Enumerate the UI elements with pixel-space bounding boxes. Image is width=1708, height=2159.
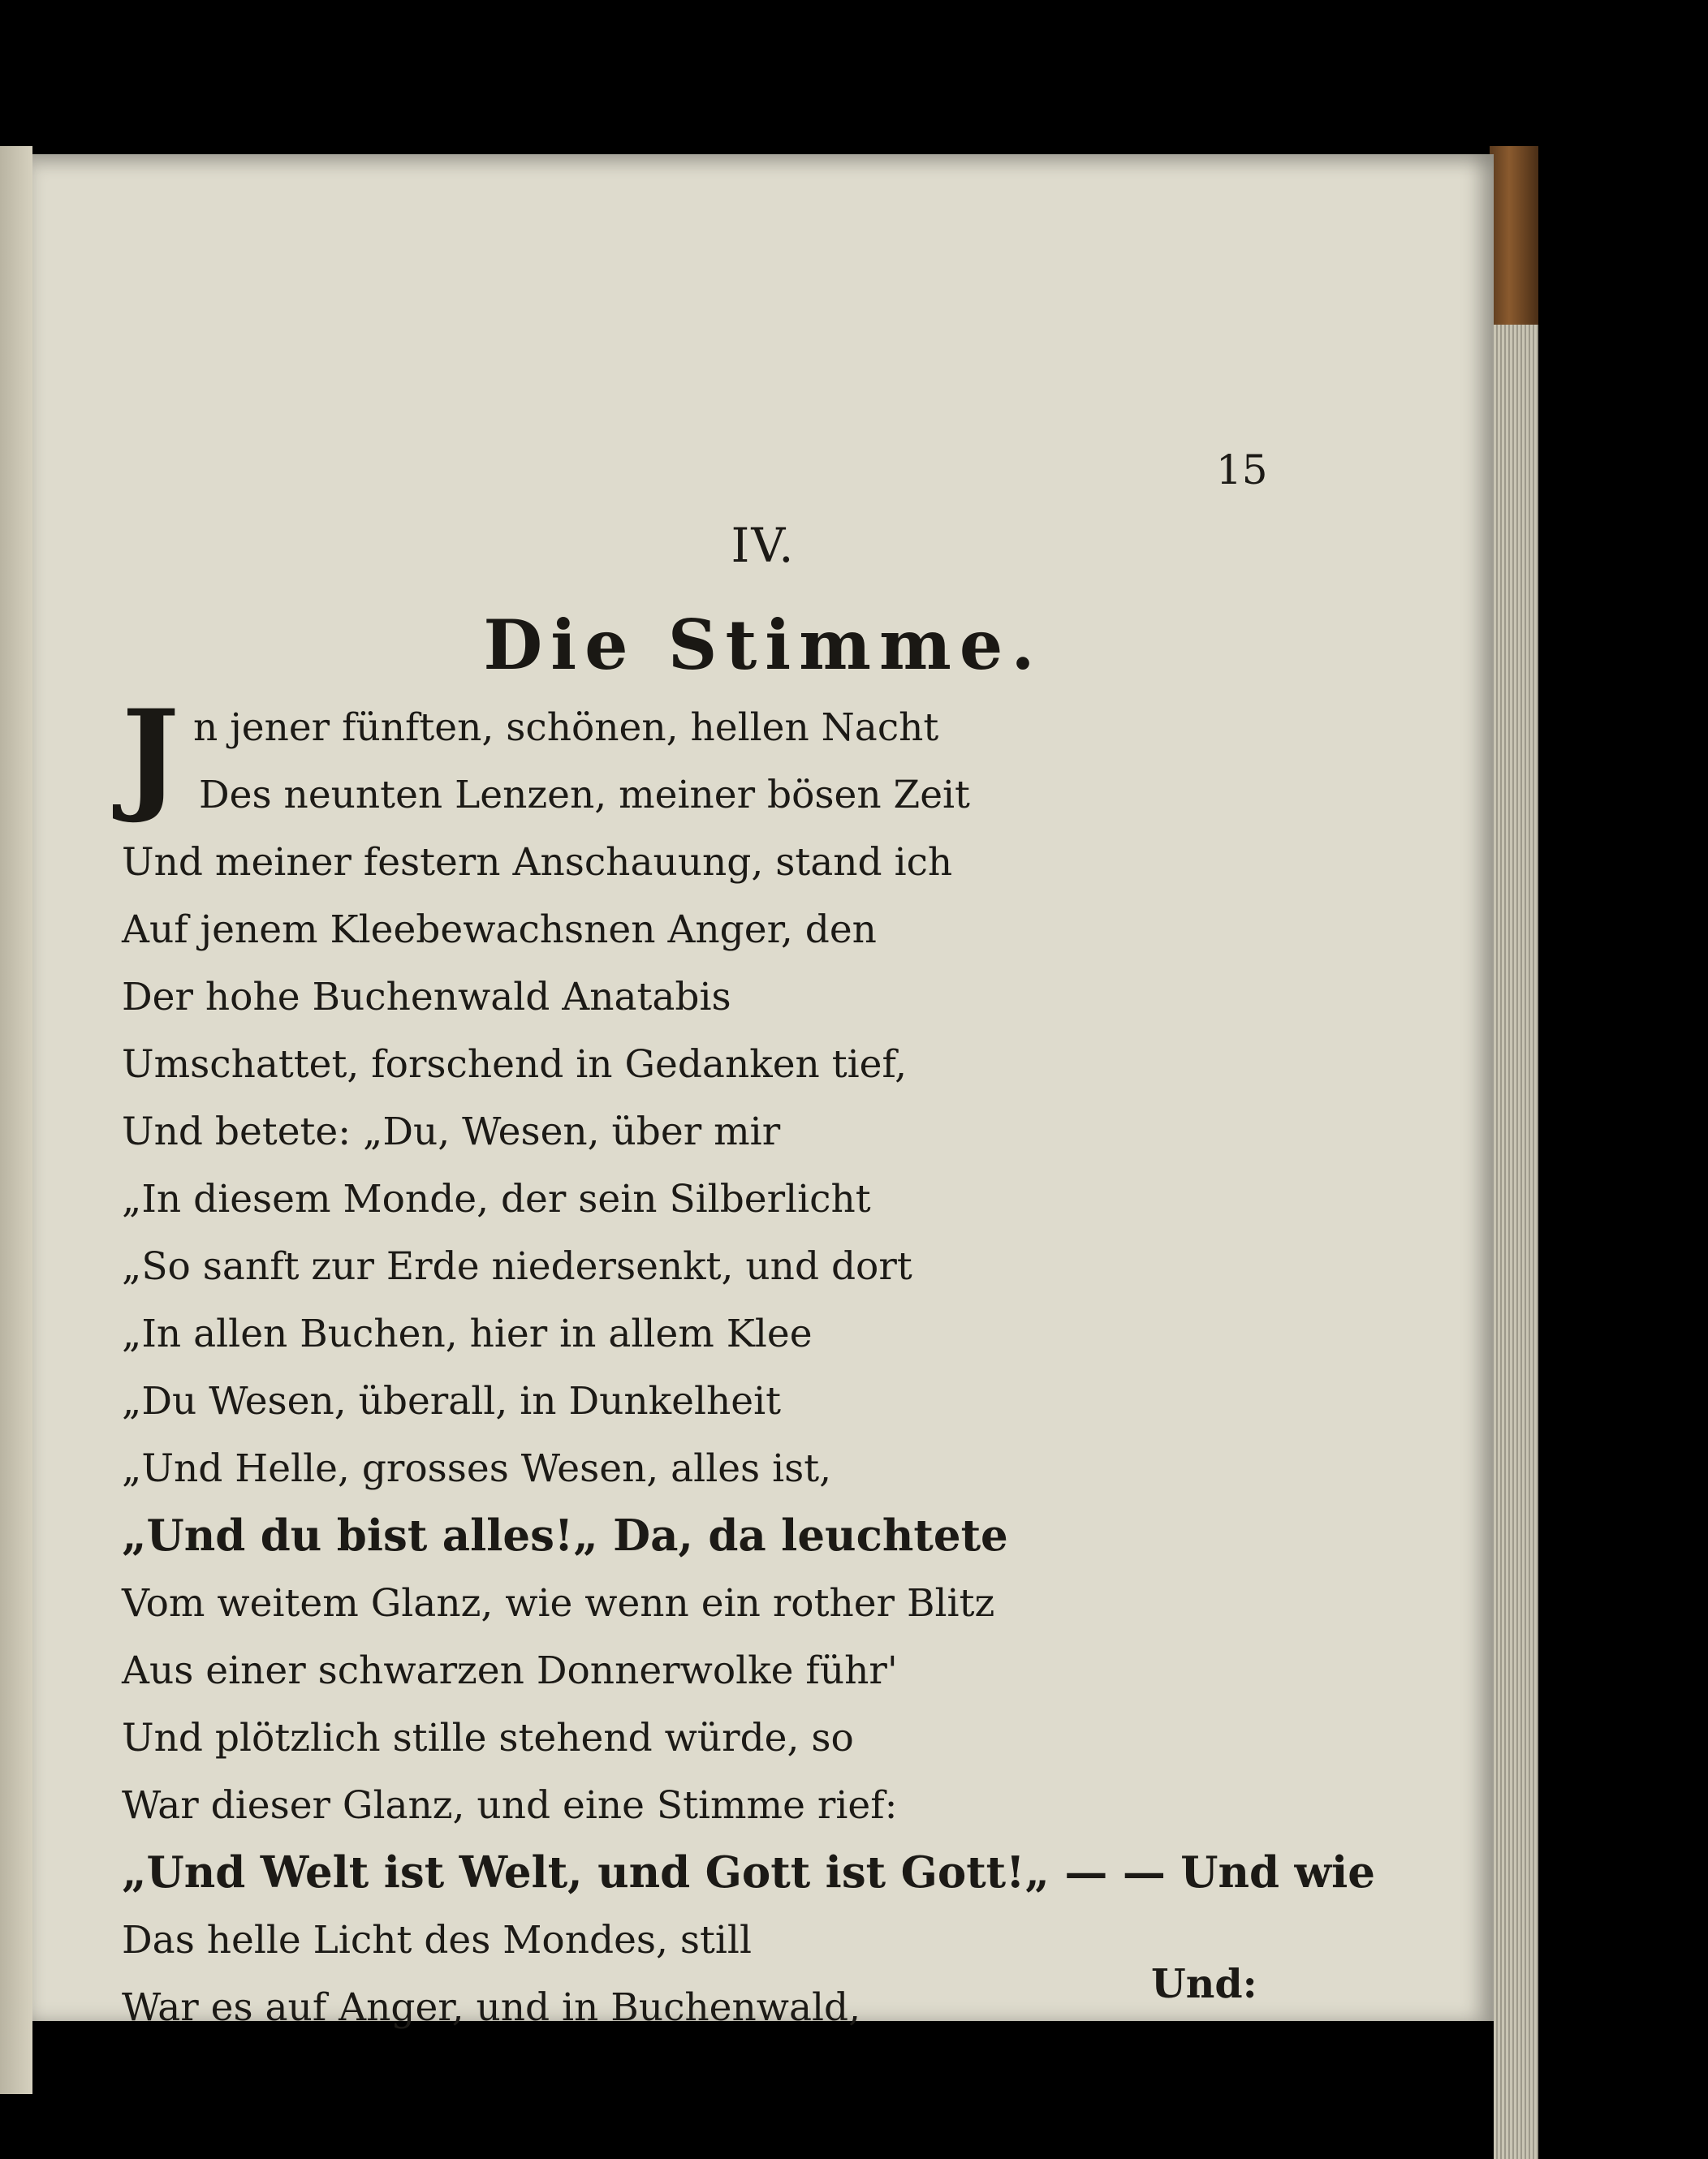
facing-page-edge — [0, 146, 32, 2094]
poem-line: „Und Welt ist Welt, und Gott ist Gott!„ — — Und wie — [122, 1847, 1376, 1898]
poem-line: Und plötzlich stille stehend würde, so — [122, 1716, 854, 1760]
poem-line: War dieser Glanz, und eine Stimme rief: — [122, 1783, 898, 1828]
poem-line: „Und du bist alles!„ Da, da leuchtete — [122, 1510, 1008, 1561]
poem-line: Der hohe Buchenwald Anatabis — [122, 975, 731, 1019]
poem-line: Auf jenem Kleebewachsnen Anger, den — [122, 907, 877, 952]
poem-line: „In allen Buchen, hier in allem Klee — [122, 1312, 813, 1356]
poem-line: Des neunten Lenzen, meiner bösen Zeit — [199, 773, 970, 817]
poem-line: War es auf Anger, und in Buchenwald, — [122, 1985, 861, 2030]
page-edges — [1494, 325, 1538, 2159]
poem-line: Vom weitem Glanz, wie wenn ein rother Blitz — [122, 1581, 995, 1626]
poem-title: Die Stimme. — [483, 605, 1043, 685]
poem-line: „Du Wesen, überall, in Dunkelheit — [122, 1379, 782, 1424]
poem-line: Das helle Licht des Mondes, still — [122, 1918, 752, 1963]
poem-line: „In diesem Monde, der sein Silberlicht — [122, 1177, 871, 1222]
poem-line: Umschattet, forschend in Gedanken tief, — [122, 1042, 908, 1087]
poem-line: „Und Helle, grosses Wesen, alles ist, — [122, 1446, 832, 1491]
poem-line: Und meiner festern Anschauung, stand ich — [122, 840, 953, 885]
poem-line: „So sanft zur Erde niedersenkt, und dort — [122, 1244, 912, 1289]
book-page — [32, 154, 1494, 2030]
page-number: 15 — [1216, 446, 1268, 493]
catchword: Und: — [1151, 1960, 1257, 2007]
poem-line: Aus einer schwarzen Donnerwolke führ' — [122, 1648, 898, 1693]
poem-text — [122, 683, 1376, 2041]
drop-cap-initial: J — [122, 683, 179, 826]
poem-line: n jener fünften, schönen, hellen Nacht — [193, 705, 939, 750]
chapter-number: IV. — [731, 518, 796, 573]
poem-line: Und betete: „Du, Wesen, über mir — [122, 1110, 781, 1154]
